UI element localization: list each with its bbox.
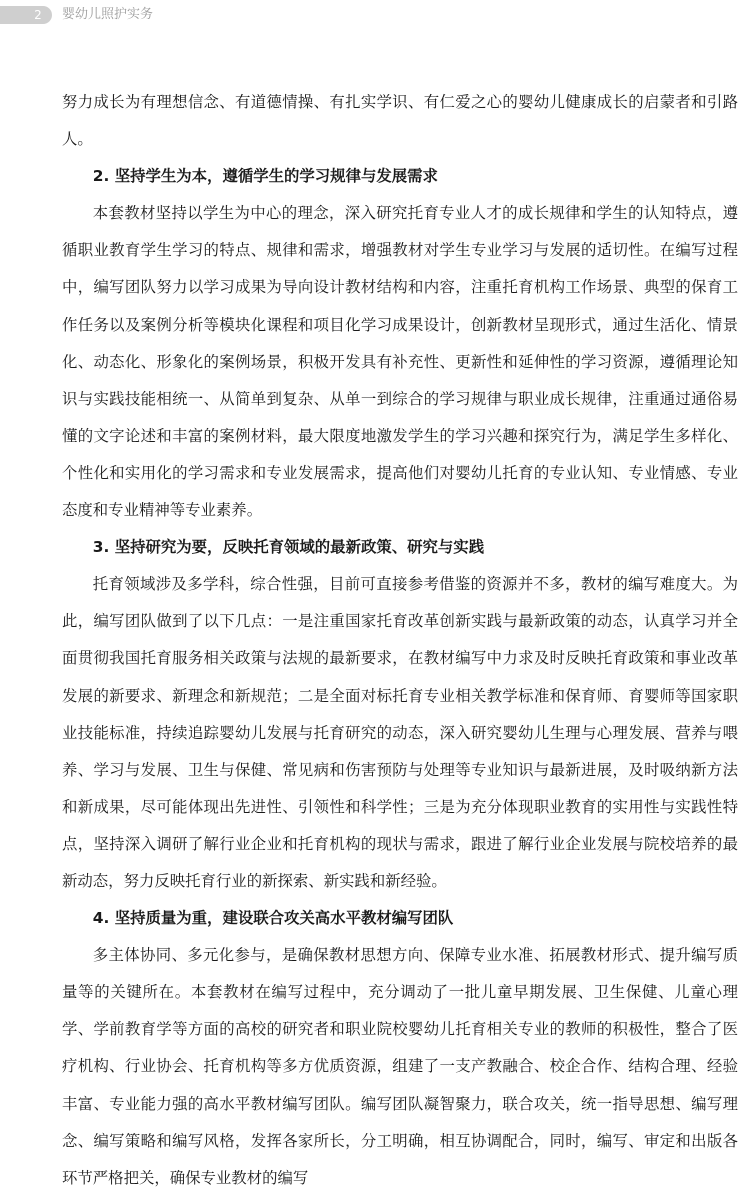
section-heading-4: 4. 坚持质量为重，建设联合攻关高水平教材编写团队 [92,909,454,928]
running-title: 婴幼儿照护实务 [62,7,154,22]
page-number: 2 [34,8,42,22]
paragraph-student-centered: 本套教材坚持以学生为中心的理念，深入研究托育专业人才的成长规律和学生的认知特点，遵循职业教育学生学习的特点、规律和需求，增强教材对学生专业学习与发展的适切性。在编写过程中，编写团队努力以学习成果为导向设计教材结构和内容，注重托育机构工作场景、典型的保育工作任务以及案例分析等模块化课程和项目化学习成果设计，创新教材呈现形式，通过生活化、情景化、动态化、形象化的案例场景，积极开发具有补充性、更新性和延伸性的学习资源，遵循理论知识与实践技能相统一、从简单到复杂、从单一到综合的学习规律与职业成长规律，注重通过通俗易懂的文字论述和丰富的案例材料，最大限度地激发学生的学习兴趣和探究行为，满足学生多样化、个性化和实用化的学习需求和专业发展需求，提高他们对婴幼儿托育的专业认知、专业情感、专业态度和专业精神等专业素养。 [62,204,738,520]
page-header [0,0,750,36]
section-heading-2: 2. 坚持学生为本，遵循学生的学习规律与发展需求 [92,167,438,186]
paragraph-research: 托育领域涉及多学科，综合性强，目前可直接参考借鉴的资源并不多，教材的编写难度大。为此，编写团队做到了以下几点：一是注重国家托育改革创新实践与最新政策的动态，认真学习并全面贯彻我国托育服务相关政策与法规的最新要求，在教材编写中力求及时反映托育政策和事业改革发展的新要求、新理念和新规范；二是全面对标托育专业相关教学标准和保育师、育婴师等国家职业技能标准，持续追踪婴幼儿发展与托育研究的动态，深入研究婴幼儿生理与心理发展、营养与喂养、学习与发展、卫生与保健、常见病和伤害预防与处理等专业知识与最新进展，及时吸纳新方法和新成果，尽可能体现出先进性、引领性和科学性；三是为充分体现职业教育的实用性与实践性特点，坚持深入调研了解行业企业和托育机构的现状与需求，跟进了解行业企业发展与院校培养的最新动态，努力反映托育行业的新探索、新实践和新经验。 [62,575,738,890]
section-heading-3: 3. 坚持研究为要，反映托育领域的最新政策、研究与实践 [92,538,485,557]
paragraph-quality: 多主体协同、多元化参与，是确保教材思想方向、保障专业水准、拓展教材形式、提升编写质量等的关键所在。本套教材在编写过程中，充分调动了一批儿童早期发展、卫生保健、儿童心理学、学前教育学等方面的高校的研究者和职业院校婴幼儿托育相关专业的教师的积极性，整合了医疗机构、行业协会、托育机构等多方优质资源，组建了一支产教融合、校企合作、结构合理、经验丰富、专业能力强的高水平教材编写团队。编写团队凝智聚力，联合攻关，统一指导思想、编写理念、编写策略和编写风格，发挥各家所长，分工明确，相互协调配合，同时，编写、审定和出版各环节严格把关，确保专业教材的编写 [62,946,738,1187]
paragraph-continued: 努力成长为有理想信念、有道德情操、有扎实学识、有仁爱之心的婴幼儿健康成长的启蒙者和引路人。 [62,93,738,149]
page-body [62,84,738,1197]
